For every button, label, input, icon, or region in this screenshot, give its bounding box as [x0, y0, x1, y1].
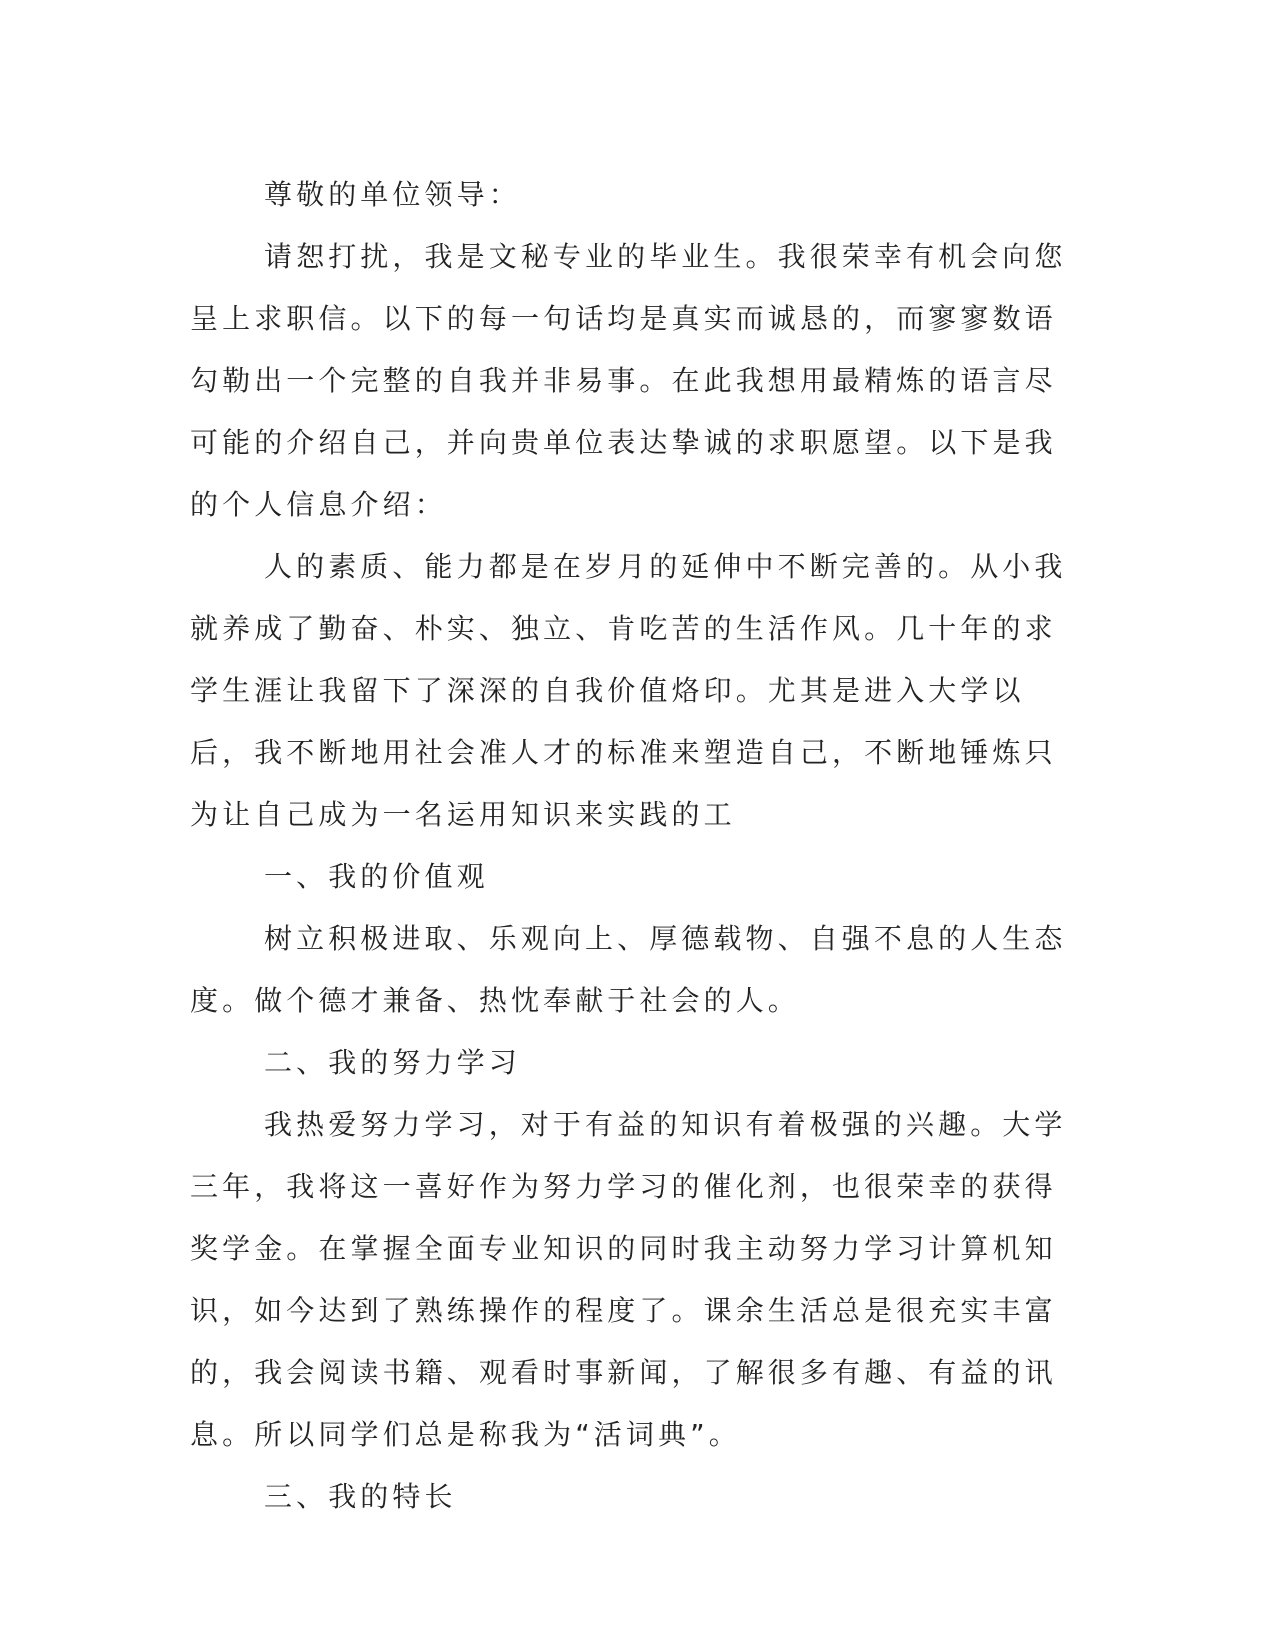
- section-heading-values: 一、我的价值观: [264, 860, 489, 893]
- paragraph-study: 我热爱努力学习，对于有益的知识有着极强的兴趣。大学三年，我将这一喜好作为努力学习的催化剂，也很荣幸的获得奖学金。在掌握全面专业知识的同时我主动努力学习计算机知识，如今达到了熟练操作的程度了。课余生活总是很充实丰富的，我会阅读书籍、观看时事新闻，了解很多有趣、有益的讯息。所以同学们总是称我为“活词典”。: [190, 1108, 1067, 1451]
- section-heading-study: 二、我的努力学习: [264, 1046, 521, 1079]
- paragraph-character: 人的素质、能力都是在岁月的延伸中不断完善的。从小我就养成了勤奋、朴实、独立、肯吃苦的生活作风。几十年的求学生涯让我留下了深深的自我价值烙印。尤其是进入大学以后，我不断地用社会准人才的标准来塑造自己，不断地锤炼只为让自己成为一名运用知识来实践的工: [190, 550, 1067, 831]
- letter-body: [190, 164, 1080, 1528]
- paragraph-intro: 请恕打扰，我是文秘专业的毕业生。我很荣幸有机会向您呈上求职信。以下的每一句话均是真实而诚恳的，而寥寥数语勾勒出一个完整的自我并非易事。在此我想用最精炼的语言尽可能的介绍自己，并向贵单位表达挚诚的求职愿望。以下是我的个人信息介绍：: [190, 240, 1067, 521]
- salutation: 尊敬的单位领导：: [264, 178, 521, 211]
- paragraph-values: 树立积极进取、乐观向上、厚德载物、自强不息的人生态度。做个德才兼备、热忱奉献于社会的人。: [190, 922, 1067, 1017]
- section-heading-strengths: 三、我的特长: [264, 1480, 457, 1513]
